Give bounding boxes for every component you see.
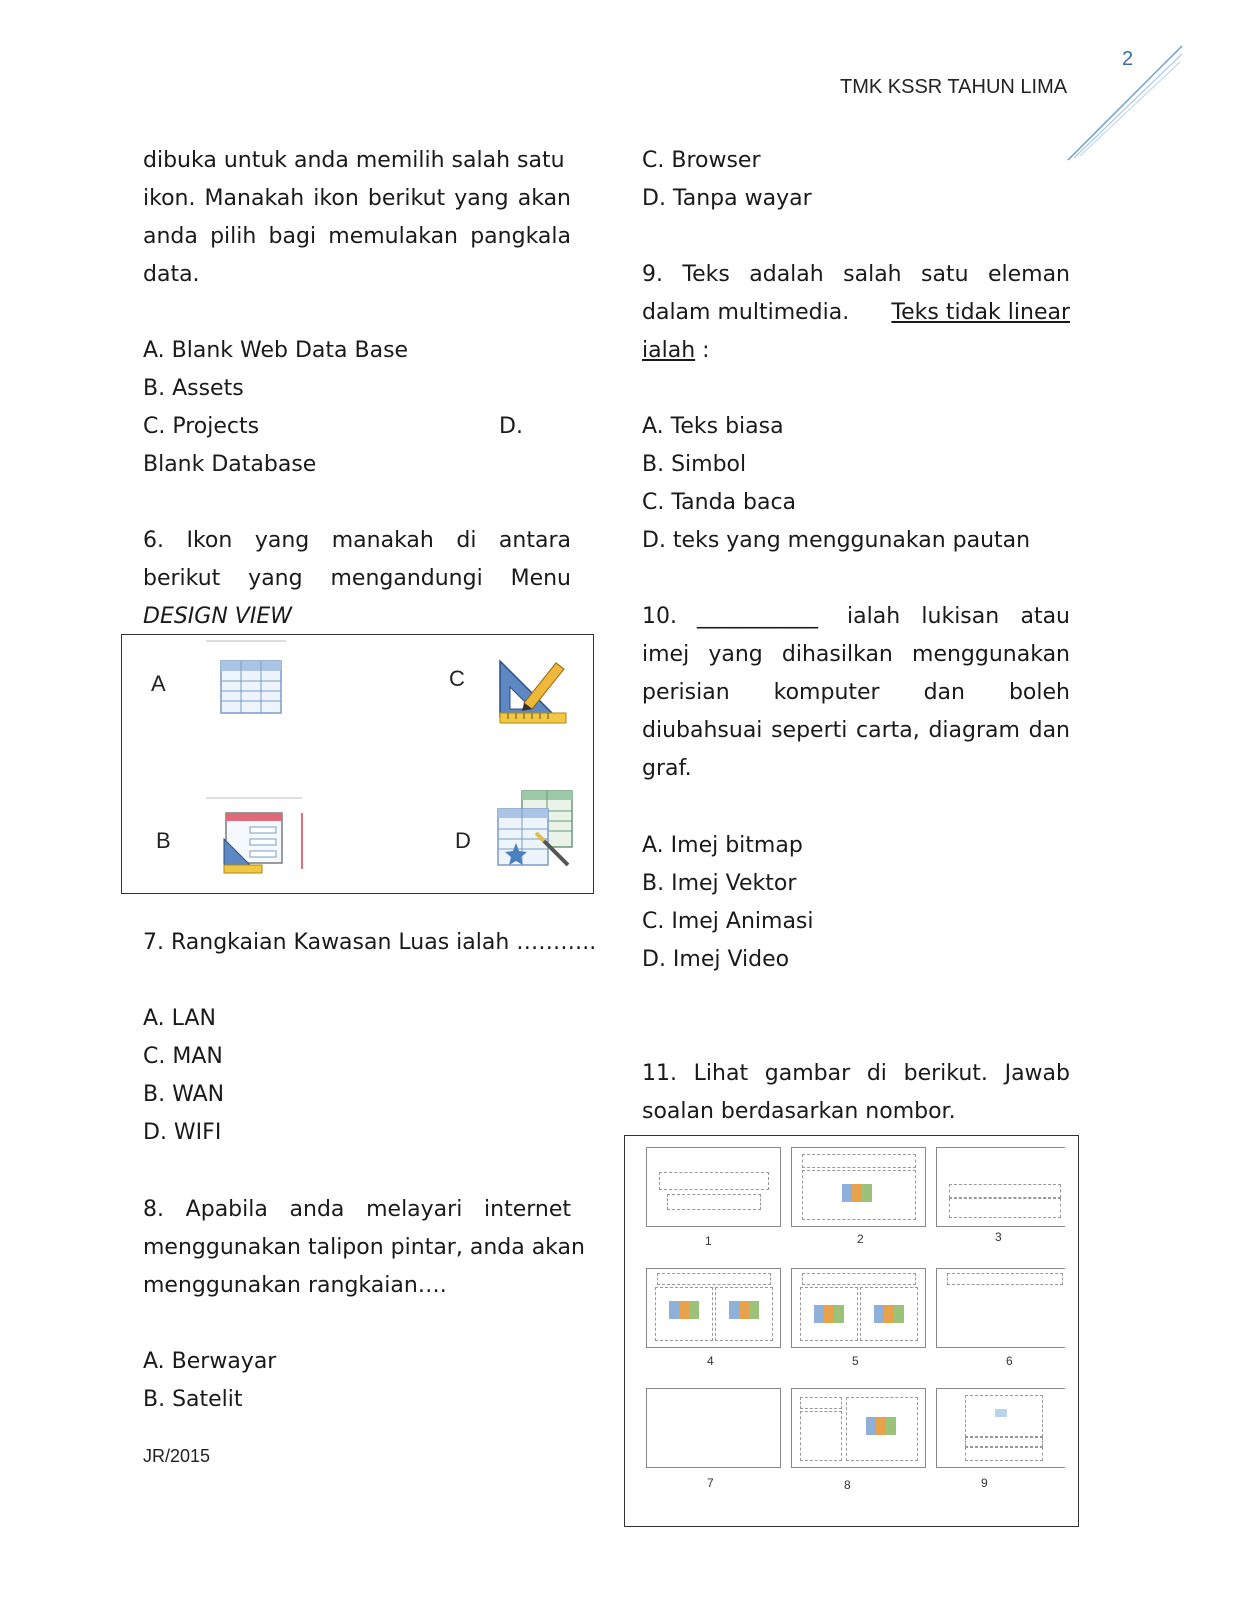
page-header: TMK KSSR TAHUN LIMA <box>840 76 1068 98</box>
q10-line-2: imej yang dihasilkan menggunakan <box>642 642 1070 667</box>
layout-number-4: 4 <box>707 1354 714 1368</box>
q6-line-2: berikut yang mengandungi Menu <box>143 566 571 591</box>
form-design-icon <box>206 795 316 881</box>
layout-thumb-1 <box>646 1147 781 1227</box>
q9-colon: : <box>695 338 710 363</box>
q10-line-1-rest: ialah lukisan atau <box>847 604 1070 629</box>
layout-thumb-7 <box>646 1388 781 1468</box>
q10-blank: ___________ <box>697 604 818 629</box>
q6-line-3: DESIGN VIEW <box>143 604 292 629</box>
q5-option-b: B. Assets <box>143 376 244 401</box>
q10-number: 10. <box>642 604 677 629</box>
q9-line-2 <box>642 294 1070 332</box>
q10-option-b: B. Imej Vektor <box>642 871 797 896</box>
icon-label-a: A <box>151 671 166 696</box>
q5-line-4: data. <box>143 262 200 287</box>
text-line <box>143 142 571 180</box>
q9-line-3 <box>642 332 1070 370</box>
q7-option-3: B. WAN <box>143 1082 225 1107</box>
q5-option-c-row <box>143 408 571 446</box>
q10-option-a: A. Imej bitmap <box>642 833 803 858</box>
icon-label-c: C <box>449 666 465 691</box>
layout-thumb-4 <box>646 1268 781 1348</box>
page-footer: JR/2015 <box>143 1446 211 1466</box>
layout-thumb-6 <box>936 1268 1065 1348</box>
layout-number-7: 7 <box>707 1476 714 1490</box>
question-8-options-right <box>642 142 1070 218</box>
q10-line-4: diubahsuai seperti carta, diagram dan <box>642 718 1070 743</box>
layout-thumb-3 <box>936 1147 1065 1227</box>
q10-option-c: C. Imej Animasi <box>642 909 814 934</box>
layout-number-9: 9 <box>981 1476 988 1490</box>
q5-line-3: anda pilih bagi memulakan pangkala <box>143 224 571 249</box>
question-7 <box>143 924 597 962</box>
layout-number-5: 5 <box>852 1354 859 1368</box>
question-9-options <box>642 408 1070 560</box>
layout-thumb-2 <box>791 1147 926 1227</box>
q10-option-d: D. Imej Video <box>642 947 790 972</box>
layout-number-8: 8 <box>844 1478 851 1492</box>
question-7-options <box>143 1000 571 1152</box>
question-8 <box>143 1191 585 1305</box>
question-5-options <box>143 332 571 484</box>
layout-number-3: 3 <box>995 1230 1002 1244</box>
q6-icon-box <box>121 634 594 894</box>
corner-decoration <box>1060 40 1190 170</box>
q8-option-a: A. Berwayar <box>143 1349 277 1374</box>
icon-label-d: D <box>455 828 471 853</box>
table-wizard-icon <box>492 787 578 877</box>
q7-option-2: C. MAN <box>143 1044 223 1069</box>
q9-option-d: D. teks yang menggunakan pautan <box>642 528 1031 553</box>
q5-line-1: dibuka untuk anda memilih salah satu <box>143 148 565 173</box>
q8-line-3: menggunakan rangkaian…. <box>143 1273 447 1298</box>
q9-underlined-ialah: ialah <box>642 338 696 363</box>
layout-number-2: 2 <box>857 1232 864 1246</box>
question-5-continuation <box>143 142 571 294</box>
q8-option-c: C. Browser <box>642 148 761 173</box>
q10-line-1 <box>642 598 1070 636</box>
q9-line-2a: dalam multimedia. <box>642 300 850 325</box>
q11-line-2: soalan berdasarkan nombor. <box>642 1099 956 1124</box>
question-6 <box>143 522 571 636</box>
q8-line-1: 8. Apabila anda melayari internet <box>143 1197 571 1222</box>
q10-line-5: graf. <box>642 756 692 781</box>
q9-option-c: C. Tanda baca <box>642 490 797 515</box>
q7-text: 7. Rangkaian Kawasan Luas ialah ……….. <box>143 930 597 955</box>
question-8-options-left <box>143 1343 571 1419</box>
layout-thumb-5 <box>791 1268 926 1348</box>
q5-option-c: C. Projects <box>143 414 260 439</box>
q8-option-b: B. Satelit <box>143 1387 243 1412</box>
slide-layouts-box <box>624 1135 1079 1527</box>
q7-option-4: D. WIFI <box>143 1120 222 1145</box>
q8-option-d: D. Tanpa wayar <box>642 186 812 211</box>
table-icon <box>206 639 286 719</box>
q9-option-b: B. Simbol <box>642 452 747 477</box>
q9-option-a: A. Teks biasa <box>642 414 784 439</box>
layout-number-6: 6 <box>1006 1354 1013 1368</box>
question-10 <box>642 598 1070 788</box>
q5-option-a: A. Blank Web Data Base <box>143 338 409 363</box>
q8-line-2: menggunakan talipon pintar, anda akan <box>143 1235 585 1260</box>
q6-line-1: 6. Ikon yang manakah di antara <box>143 528 571 553</box>
layout-thumb-8 <box>791 1388 926 1468</box>
question-11 <box>642 1055 1070 1131</box>
layout-number-1: 1 <box>705 1234 712 1248</box>
q10-line-3: perisian komputer dan boleh <box>642 680 1070 705</box>
q5-option-d-letter: D. <box>499 414 523 439</box>
layout-thumb-9 <box>936 1388 1065 1468</box>
q5-line-2: ikon. Manakah ikon berikut yang akan <box>143 186 571 211</box>
question-9 <box>642 256 1070 370</box>
q9-underlined-phrase: Teks tidak linear <box>891 300 1070 325</box>
q9-line-1: 9. Teks adalah salah satu eleman <box>642 262 1070 287</box>
icon-label-b: B <box>156 828 171 853</box>
page-number: 2 <box>1122 48 1134 70</box>
q5-option-d: Blank Database <box>143 452 317 477</box>
question-10-options <box>642 827 1070 979</box>
design-tools-icon <box>494 653 572 731</box>
q7-option-1: A. LAN <box>143 1006 216 1031</box>
q11-line-1: 11. Lihat gambar di berikut. Jawab <box>642 1061 1070 1086</box>
